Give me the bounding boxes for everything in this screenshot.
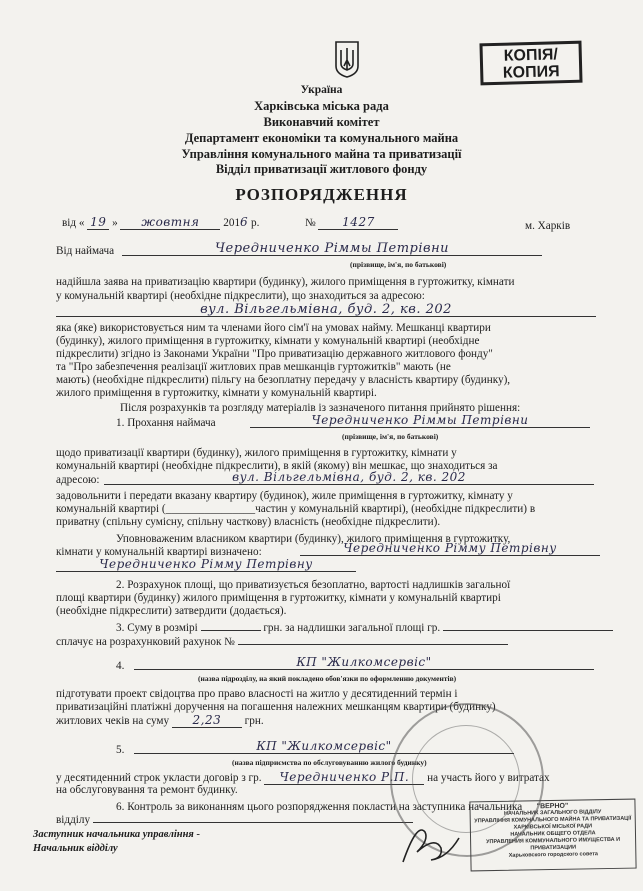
trident-emblem-icon	[334, 40, 360, 78]
body1-line-5: мають) (необхідне підкреслити) пільгу на безоплатну передачу у власність квартиру (будинку),	[56, 374, 511, 386]
address-handwritten: вул. Вільгельмівна, буд. 2, кв. 202	[56, 303, 596, 317]
tenant-name: Чередниченко Ріммы Петрівни	[122, 242, 542, 256]
item4-num: 4.	[116, 660, 125, 672]
date-line: від « 19 » жовтня 2016 р. № 1427	[62, 216, 582, 230]
item2-line-2: площі квартири (будинку) жилого приміщення в гуртожитку, кімнати у комунальній квартирі	[56, 592, 501, 604]
from-tenant-label: Від наймача	[56, 245, 115, 257]
body3-line-1: задовольнити і передати вказану квартиру (будинок), жиле приміщення в гуртожитку, кімнату у	[56, 490, 513, 502]
item1-name: Чередниченко Ріммы Петрівни	[250, 414, 590, 428]
body1-line-4: та "Про забезпечення реалізації житлових прав мешканців гуртожитків" мають (не	[56, 361, 451, 373]
address-handwritten-2: вул. Вільгельмівна, буд. 2, кв. 202	[104, 471, 594, 485]
item1-text: 1. Прохання наймача	[116, 417, 216, 429]
body1-line-6: жилого приміщення в гуртожитку, кімнати у комунальній квартирі.	[56, 387, 377, 399]
item5-num: 5.	[116, 744, 125, 756]
header-directorate: Управління комунального майна та приватизації	[181, 147, 462, 161]
item1-caption: (прізвище, ім'я, по батькові)	[342, 432, 439, 441]
header-department: Департамент економіки та комунального майна	[184, 131, 459, 145]
item6-text: 6. Контроль за виконанням цього розпорядження покласти на заступника начальника	[116, 801, 523, 813]
body4-line-1: підготувати проект свідоцтва про право власності на житло у десятиденний термін і	[56, 688, 458, 700]
header-council: Харківська міська рада	[254, 99, 389, 113]
item5-org: КП "Жилкомсервіс"	[134, 740, 514, 754]
item2-line-3: (необхідне підкреслити) затвердити (додається).	[56, 605, 287, 617]
checks-line: житлових чеків на суму 2,23 грн.	[56, 713, 264, 727]
item3-line-2: сплачує на розрахунковий рахунок №	[56, 636, 508, 649]
header-country: Україна	[300, 84, 343, 96]
body2-line-2: комунальній квартирі (необхідне підкреслити), в якій (якому) він мешкає, що знаходиться за	[56, 460, 498, 472]
item5-caption: (назва підприємства по обслуговуванню жилого будинку)	[232, 758, 427, 767]
order-number: 1427	[318, 216, 398, 230]
after-calc: Після розрахунків та розгляду матеріалів із зазначеного питання прийнято рішення:	[120, 402, 521, 414]
authorized-owner-1: Чередниченко Рімму Петрівну	[300, 542, 600, 556]
intro-line-1: надійшла заява на приватизацію квартири (будинку), жилого приміщення в гуртожитку, кімнати	[56, 276, 515, 288]
copy-stamp: КОПІЯ/ КОПИЯ	[479, 41, 582, 86]
body1-line-3: підкреслити) згідно із Законами України "Про приватизацію державного житлового фонду"	[56, 348, 493, 360]
header-division: Відділ приватизації житлового фонду	[215, 162, 428, 176]
body5-tenant: Чередниченко Р.П.	[264, 771, 424, 785]
checks-sum: 2,23	[172, 714, 242, 728]
footer-line-1: Заступник начальника управління -	[33, 829, 200, 840]
city: м. Харків	[525, 220, 571, 232]
body4-line-2: приватизаційні платіжні доручення на погашення належних мешканцям квартири (будинку)	[56, 701, 496, 713]
intro-line-2: у комунальній квартирі (необхідне підкреслити), що знаходиться за адресою:	[56, 290, 425, 302]
body3-line-3: приватну (спільну сумісну, спільну часткову) власність (необхідне підкреслити).	[56, 516, 441, 528]
header-committee: Виконавчий комітет	[263, 115, 380, 129]
body1-line-1: яка (яке) використовується ним та членами його сім'ї на умовах найму. Мешканці квартири	[56, 322, 491, 334]
item6-text-2: відділу	[56, 814, 413, 827]
signature-icon	[395, 818, 465, 870]
authorized-owner-2: Чередниченко Рімму Петрівну	[56, 558, 356, 572]
date-month: жовтня	[120, 216, 220, 230]
authorized-text-2: кімнати у комунальній квартирі визначено:	[56, 546, 262, 558]
body5-line-1: у десятиденний строк укласти договір з гр. Чередниченко Р.П. на участь його у витратах	[56, 770, 550, 784]
item4-org: КП "Жилкомсервіс"	[134, 656, 594, 670]
body3-line-2: комунальній квартирі (________________частин у комунальній квартирі), (необхідне підкреслити) в	[56, 503, 536, 515]
authorized-text: Уповноваженим власником квартири (будинку), жилого приміщення в гуртожитку,	[116, 533, 511, 545]
body5-line-2: на обслуговування та ремонт будинку.	[56, 784, 238, 796]
body1-line-2: (будинку), жилого приміщення в гуртожитку, кімнати у комунальній квартирі (необхідне	[56, 335, 480, 347]
document-title: РОЗПОРЯДЖЕННЯ	[235, 185, 408, 204]
date-day: 19	[87, 216, 109, 230]
item4-caption: (назва підрозділу, на який покладено обов'язки по оформленню документів)	[198, 674, 457, 683]
footer-line-2: Начальник відділу	[33, 843, 118, 854]
item2-line-1: 2. Розрахунок площі, що приватизується безоплатно, вартості надлишків загальної	[116, 579, 511, 591]
body2-line-1: щодо приватизації квартири (будинку), жилого приміщення в гуртожитку, кімнати у	[56, 447, 457, 459]
tenant-caption: (прізвище, ім'я, по батькові)	[350, 260, 447, 269]
item3-line-1: 3. Суму в розмірі грн. за надлишки загальної площі гр.	[116, 622, 613, 635]
verified-stamp: "ВЕРНО" НАЧАЛЬНИК ЗАГАЛЬНОГО ВІДДІЛУ УПРАВЛІННЯ КОМУНАЛЬНОГО МАЙНА ТА ПРИВАТИЗАЦІЇ ХАРКІВСЬКОЇ МІСЬКОЇ РАДИ НАЧАЛЬНИК ОБЩЕГО ОТДЕЛА УПРАВЛЕНИЯ КОММУНАЛЬНОГО ИМУЩЕСТВА И ПРИВАТИЗАЦИИ Харьковского городского совета	[469, 799, 636, 872]
address-label: адресою:	[56, 474, 100, 486]
